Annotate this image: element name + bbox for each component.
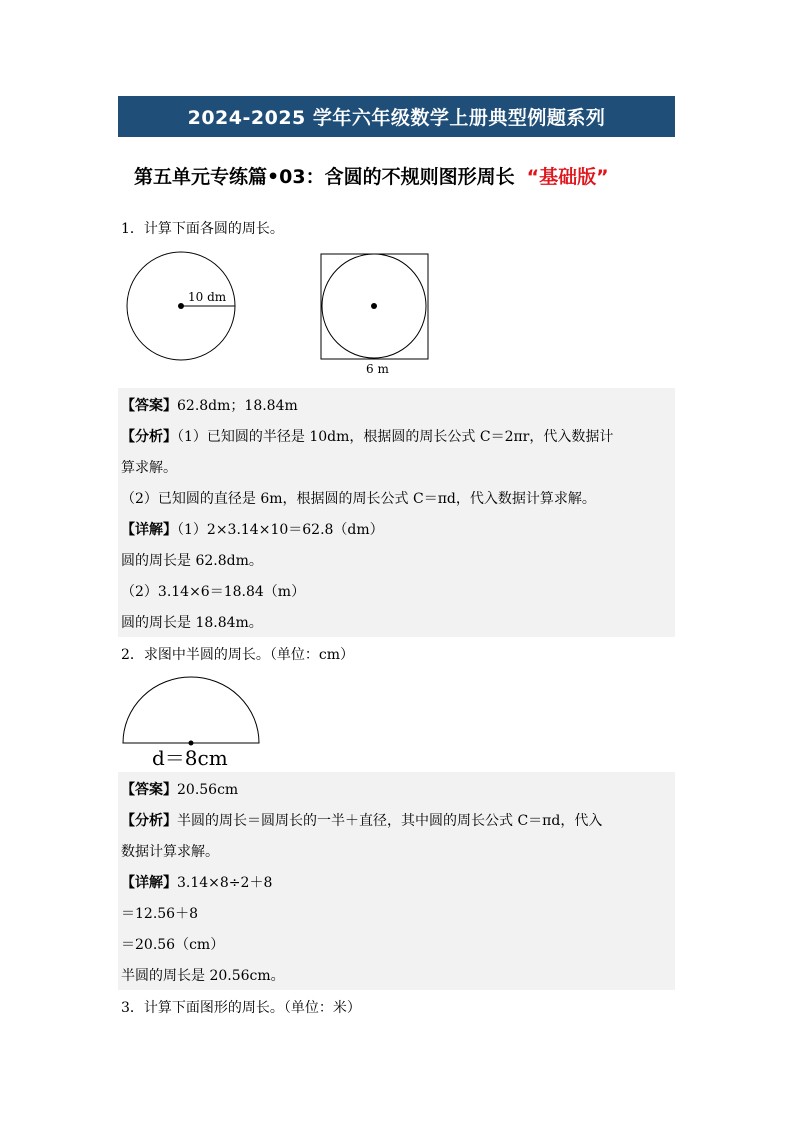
banner-title: 2024-2025 学年六年级数学上册典型例题系列 (187, 107, 606, 129)
q1-detail-4: 圆的周长是 18.84m。 (121, 615, 263, 631)
q1-analysis-cont: 算求解。 (121, 460, 177, 476)
q2-detail-4: 半圆的周长是 20.56cm。 (121, 968, 285, 984)
side-label: 6 m (366, 362, 389, 376)
q1-answer: 【答案】62.8dm；18.84m (121, 398, 298, 414)
q2-analysis-cont: 数据计算求解。 (121, 844, 219, 860)
semicircle-shape (123, 677, 259, 743)
q1-analysis-2: （2）已知圆的直径是 6m，根据圆的周长公式 C＝πd，代入数据计算求解。 (121, 491, 596, 507)
q1-detail-2: 圆的周长是 62.8dm。 (121, 553, 263, 569)
subtitle-main: 第五单元专练篇•03：含圆的不规则图形周长 (134, 165, 515, 188)
q1-detail: 【详解】（1）2×3.14×10＝62.8（dm） (121, 522, 384, 538)
q2-detail: 【详解】3.14×8÷2＋8 (121, 875, 273, 891)
center-dot-3 (189, 741, 194, 746)
q1-detail-3: （2）3.14×6＝18.84（m） (121, 584, 306, 600)
q1-analysis: 【分析】（1）已知圆的半径是 10dm，根据圆的周长公式 C＝2πr，代入数据计 (121, 429, 614, 445)
q2-detail-3: ＝20.56（cm） (121, 937, 225, 953)
diameter-label: d＝8cm (152, 746, 228, 770)
question-2: 2．求图中半圆的周长。（单位：cm） (121, 647, 355, 663)
subtitle-accent: “基础版” (526, 165, 609, 188)
q2-answer: 【答案】20.56cm (121, 782, 239, 798)
question-1: 1．计算下面各圆的周长。 (121, 221, 284, 237)
question-3: 3．计算下面图形的周长。（单位：米） (121, 1000, 361, 1016)
radius-label: 10 dm (188, 290, 227, 304)
q2-analysis: 【分析】半圆的周长＝圆周长的一半＋直径，其中圆的周长公式 C＝πd，代入 (121, 813, 603, 829)
q2-detail-2: ＝12.56＋8 (121, 906, 198, 922)
